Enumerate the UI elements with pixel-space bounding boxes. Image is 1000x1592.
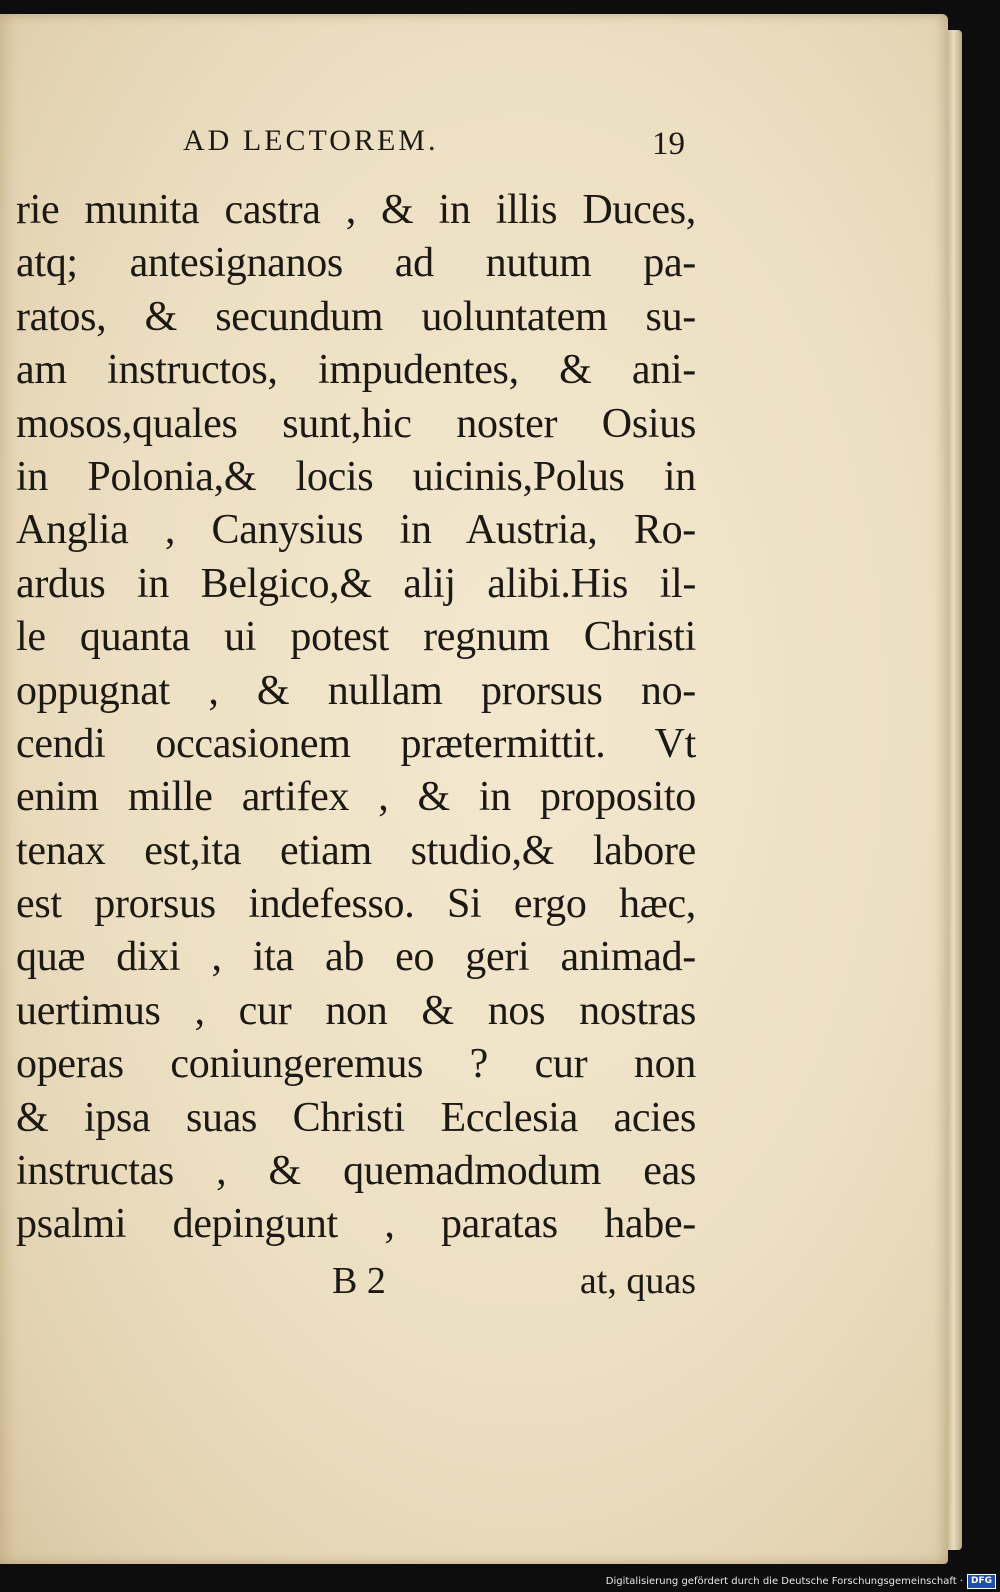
text-line: Anglia , Canysius in Austria, Ro- bbox=[16, 507, 696, 554]
body-text bbox=[16, 184, 696, 1252]
dfg-logo-icon: DFG bbox=[967, 1574, 996, 1589]
text-line: ardus in Belgico,& alij alibi.His il- bbox=[16, 560, 696, 607]
text-line: psalmi depingunt , paratas habe- bbox=[16, 1201, 696, 1248]
catchline bbox=[16, 1259, 696, 1309]
text-line: ratos, & secundum uoluntatem su- bbox=[16, 293, 696, 340]
text-line: am instructos, impudentes, & ani- bbox=[16, 347, 696, 394]
catchword: at, quas bbox=[579, 1260, 696, 1302]
running-head: AD LECTOREM. bbox=[183, 124, 439, 157]
signature-mark: B 2 bbox=[332, 1260, 386, 1302]
page-number: 19 bbox=[652, 126, 685, 162]
text-line: oppugnat , & nullam prorsus no- bbox=[16, 667, 696, 714]
digitization-footer bbox=[0, 1572, 1000, 1591]
text-line: tenax est,ita etiam studio,& labore bbox=[16, 827, 696, 874]
text-line: rie munita castra , & in illis Duces, bbox=[16, 187, 696, 233]
page-edge bbox=[948, 30, 962, 1550]
text-line: le quanta ui potest regnum Christi bbox=[16, 614, 696, 661]
text-line: est prorsus indefesso. Si ergo hæc, bbox=[16, 881, 696, 928]
text-line: & ipsa suas Christi Ecclesia acies bbox=[16, 1094, 696, 1141]
text-line: cendi occasionem prætermittit. Vt bbox=[16, 720, 696, 767]
text-line: operas coniungeremus ? cur non bbox=[16, 1041, 696, 1088]
text-line: atq; antesignanos ad nutum pa- bbox=[16, 240, 696, 287]
text-line: instructas , & quemadmodum eas bbox=[16, 1148, 696, 1195]
text-line: uertimus , cur non & nos nostras bbox=[16, 987, 696, 1034]
footer-credit: Digitalisierung gefördert durch die Deutsche Forschungsgemeinschaft · bbox=[605, 1576, 963, 1587]
book-page bbox=[0, 14, 948, 1564]
text-line: in Polonia,& locis uicinis,Polus in bbox=[16, 453, 696, 500]
text-line: mosos,quales sunt,hic noster Osius bbox=[16, 400, 696, 447]
text-line: quæ dixi , ita ab eo geri animad- bbox=[16, 934, 696, 981]
text-line: enim mille artifex , & in proposito bbox=[16, 774, 696, 821]
